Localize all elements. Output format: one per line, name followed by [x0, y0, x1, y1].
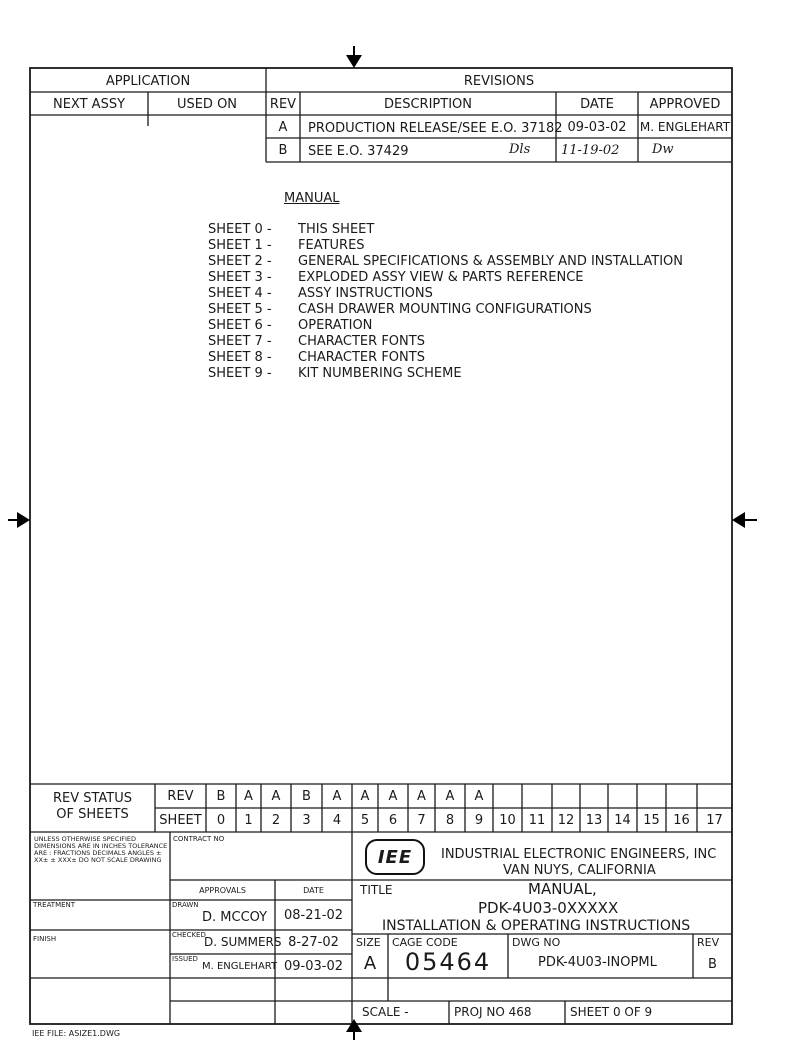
- revision-date: 09-03-02: [567, 119, 627, 135]
- rev-status-cell: A: [474, 789, 484, 804]
- rev-status-cell: A: [417, 789, 426, 804]
- title-rev-value: B: [708, 956, 717, 972]
- tolerance-notes: UNLESS OTHERWISE SPECIFIED DIMENSIONS ARE IN INCHES TOLERANCE ARE : FRACTIONS DECIMALS ANGLES ± XX± ± XXX± DO NOT SCALE DRAWING: [34, 835, 168, 864]
- revision-initials: Dls: [509, 142, 531, 157]
- sheet-number-cell: 3: [302, 813, 311, 828]
- sheet-index-description: CHARACTER FONTS: [298, 334, 425, 349]
- revisions-heading: REVISIONS: [463, 73, 535, 89]
- sheet-number-cell: 15: [643, 813, 660, 828]
- sheet-index-description: FEATURES: [298, 238, 365, 253]
- used-on-heading: USED ON: [176, 96, 238, 112]
- sheet-number-cell: 2: [271, 813, 281, 828]
- sheet-index-number: SHEET 6 -: [208, 318, 272, 333]
- sheet-of-sheets: SHEET 0 OF 9: [570, 1005, 653, 1019]
- drawing-title-line3: INSTALLATION & OPERATING INSTRUCTIONS: [382, 918, 691, 934]
- sheet-index-number: SHEET 7 -: [208, 334, 272, 349]
- revision-approved: M. ENGLEHART: [639, 120, 731, 134]
- sheet-index-number: SHEET 9 -: [208, 366, 272, 381]
- sheet-number-cell: 1: [244, 813, 253, 828]
- manual-title: MANUAL: [284, 191, 340, 206]
- proj-no: PROJ NO 468: [454, 1005, 532, 1019]
- issued-label: ISSUED: [172, 955, 198, 963]
- company-name: INDUSTRIAL ELECTRONIC ENGINEERS, INC: [441, 847, 717, 862]
- scale-label: SCALE -: [362, 1005, 409, 1019]
- drawn-date: 08-21-02: [283, 908, 343, 923]
- checked-name: D. SUMMERS: [204, 935, 282, 949]
- rev-status-label: REV STATUS: [52, 791, 133, 806]
- sheet-number-cell: 6: [388, 813, 398, 828]
- left-center-arrow-icon: [6, 510, 30, 530]
- sheet-index-number: SHEET 8 -: [208, 350, 272, 365]
- description-column-heading: DESCRIPTION: [384, 96, 472, 112]
- sheet-number-cell: 13: [585, 813, 603, 828]
- sheet-number-cell: 16: [673, 813, 690, 828]
- sheet-index-description: GENERAL SPECIFICATIONS & ASSEMBLY AND INSTALLATION: [298, 254, 684, 269]
- date-column-heading: DATE: [580, 96, 614, 112]
- treatment-label: TREATMENT: [33, 901, 76, 909]
- rev-status-cell: A: [388, 789, 398, 804]
- sheet-index-description: OPERATION: [298, 318, 373, 333]
- rev-row-label: REV: [167, 789, 194, 804]
- sheet-index-number: SHEET 0 -: [208, 222, 272, 237]
- sheet-number-cell: 17: [706, 813, 723, 828]
- cage-code-label: CAGE CODE: [392, 936, 458, 949]
- title-label: TITLE: [360, 883, 393, 897]
- approved-column-heading: APPROVED: [649, 96, 721, 112]
- rev-status-cell: A: [360, 789, 370, 804]
- revision-description: PRODUCTION RELEASE/SEE E.O. 37182: [308, 121, 563, 136]
- rev-status-cell: A: [271, 789, 281, 804]
- size-value: A: [363, 953, 377, 974]
- sheet-number-cell: 9: [474, 813, 484, 828]
- iee-logo: [365, 839, 425, 875]
- sheet-row-label: SHEET: [159, 813, 202, 828]
- sheet-index-number: SHEET 2 -: [208, 254, 272, 269]
- rev-column-heading: REV: [269, 96, 297, 112]
- issued-name: M. ENGLEHART: [202, 961, 278, 972]
- rev-status-cell: B: [302, 789, 311, 804]
- company-city: VAN NUYS, CALIFORNIA: [503, 863, 656, 878]
- sheet-number-cell: 12: [557, 813, 575, 828]
- size-label: SIZE: [356, 936, 381, 949]
- sheet-index-description: KIT NUMBERING SCHEME: [298, 366, 462, 381]
- bottom-center-arrow-icon: [344, 1020, 364, 1042]
- dwg-no-value: PDK-4U03-INOPML: [538, 955, 657, 970]
- checked-label: CHECKED: [172, 931, 206, 939]
- finish-label: FINISH: [33, 935, 57, 943]
- contract-no-label: CONTRACT NO: [173, 835, 225, 843]
- dwg-no-label: DWG NO: [512, 936, 561, 949]
- sheet-number-cell: 8: [445, 813, 455, 828]
- rev-status-cell: B: [216, 789, 226, 804]
- sheet-number-cell: 5: [360, 813, 370, 828]
- drawn-label: DRAWN: [172, 901, 199, 909]
- rev-status-label-line2: OF SHEETS: [56, 807, 129, 822]
- approvals-date-heading: DATE: [303, 885, 324, 895]
- issued-date: 09-03-02: [283, 959, 343, 974]
- drawn-name: D. MCCOY: [202, 910, 268, 925]
- drawing-title-line1: MANUAL,: [528, 880, 597, 898]
- iee-logo-text: IEE: [377, 846, 413, 868]
- revision-approved-signature: Dw: [652, 142, 674, 157]
- sheet-number-cell: 14: [614, 813, 631, 828]
- rev-status-cell: A: [332, 789, 342, 804]
- drawing-title-line2: PDK-4U03-0XXXXX: [478, 899, 619, 917]
- sheet-index-number: SHEET 4 -: [208, 286, 272, 301]
- checked-date: 8-27-02: [288, 935, 339, 950]
- approvals-heading: APPROVALS: [199, 885, 246, 895]
- sheet-index-number: SHEET 3 -: [208, 270, 272, 285]
- sheet-number-cell: 0: [216, 813, 226, 828]
- right-center-arrow-icon: [732, 510, 758, 530]
- sheet-index-description: CHARACTER FONTS: [298, 350, 425, 365]
- rev-status-cell: A: [445, 789, 455, 804]
- sheet-index-description: EXPLODED ASSY VIEW & PARTS REFERENCE: [298, 270, 584, 285]
- next-assy-heading: NEXT ASSY: [52, 96, 126, 112]
- sheet-number-cell: 7: [417, 813, 426, 828]
- cage-code-value: 05464: [404, 948, 492, 976]
- sheet-index-description: CASH DRAWER MOUNTING CONFIGURATIONS: [298, 302, 592, 317]
- sheet-number-cell: 4: [332, 813, 342, 828]
- title-rev-label: REV: [697, 936, 720, 949]
- sheet-number-cell: 10: [499, 813, 516, 828]
- revision-rev: A: [278, 119, 288, 135]
- revision-description: SEE E.O. 37429: [308, 144, 409, 159]
- sheet-number-cell: 11: [528, 813, 546, 828]
- file-name-footer: IEE FILE: ASIZE1.DWG: [32, 1029, 121, 1038]
- application-heading: APPLICATION: [105, 73, 191, 89]
- rev-status-cell: A: [244, 789, 253, 804]
- sheet-index-description: THIS SHEET: [298, 222, 375, 237]
- sheet-index-description: ASSY INSTRUCTIONS: [298, 286, 433, 301]
- revision-date: 11-19-02: [561, 143, 620, 158]
- top-center-arrow-icon: [344, 44, 364, 68]
- sheet-index-number: SHEET 1 -: [208, 238, 272, 253]
- revision-rev: B: [278, 143, 288, 158]
- sheet-index-number: SHEET 5 -: [208, 302, 272, 317]
